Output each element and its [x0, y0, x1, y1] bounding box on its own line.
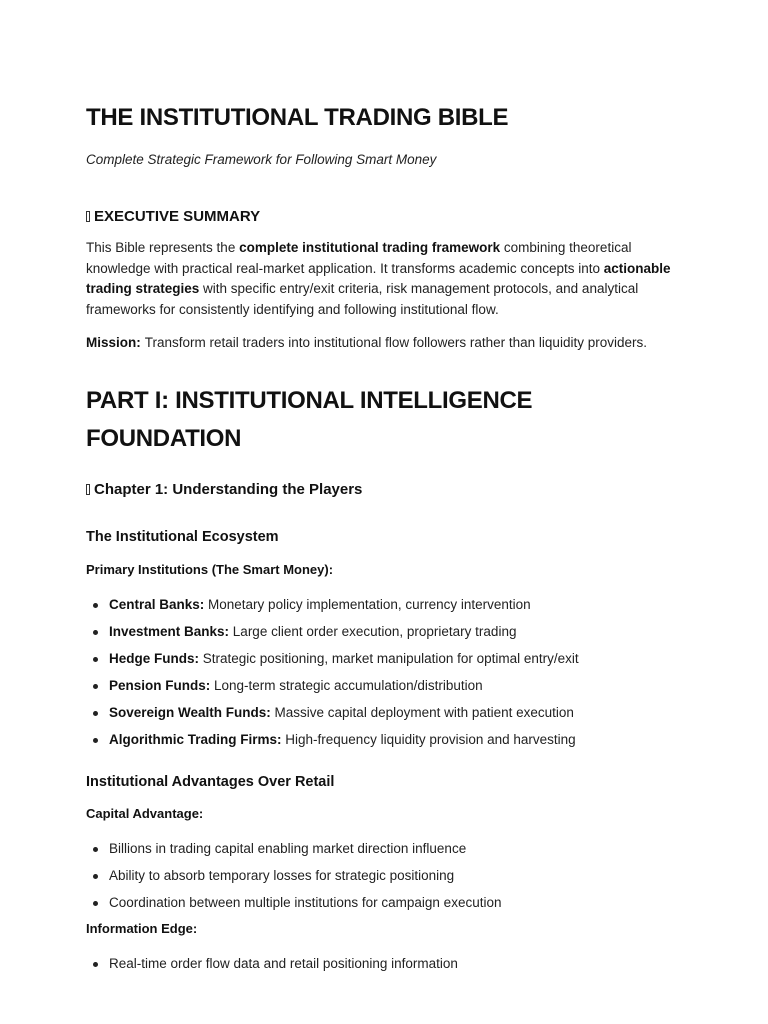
list-item — [86, 650, 579, 677]
list-item-term: Hedge Funds: — [109, 651, 199, 666]
list-item-text: Large client order execution, proprietary trading — [229, 624, 517, 639]
list-item — [86, 596, 579, 623]
list-item-term: Sovereign Wealth Funds: — [109, 705, 271, 720]
list-item-text: Massive capital deployment with patient execution — [270, 705, 574, 720]
document-subtitle: Complete Strategic Framework for Following Smart Money — [86, 152, 437, 167]
emoji-placeholder-icon — [86, 211, 90, 222]
information-edge-list — [86, 955, 458, 982]
list-item-text: Strategic positioning, market manipulation for optimal entry/exit — [199, 651, 579, 666]
capital-advantage-list — [86, 840, 501, 921]
list-item: Billions in trading capital enabling market direction influence — [86, 840, 501, 867]
paragraph-text: combining theoretical knowledge with practical real-market application. It transforms academic concepts into — [86, 240, 632, 276]
list-item — [86, 623, 579, 650]
list-item: Ability to absorb temporary losses for strategic positioning — [86, 867, 501, 894]
list-item — [86, 731, 579, 758]
primary-institutions-list — [86, 596, 579, 758]
primary-institutions-label: Primary Institutions (The Smart Money): — [86, 562, 334, 577]
information-edge-label: Information Edge: — [86, 921, 198, 936]
paragraph-bold-text: actionable trading strategies — [86, 260, 671, 296]
paragraph-text: This Bible represents the — [86, 240, 240, 255]
executive-summary-paragraph — [86, 238, 686, 320]
capital-advantage-label: Capital Advantage: — [86, 806, 204, 821]
mission-label: Mission: — [86, 335, 141, 350]
list-item — [86, 704, 579, 731]
list-item-term: Pension Funds: — [109, 678, 211, 693]
ecosystem-heading: The Institutional Ecosystem — [86, 529, 279, 545]
list-item: Real-time order flow data and retail positioning information — [86, 955, 458, 982]
mission-text: Transform retail traders into institutional flow followers rather than liquidity providers. — [144, 335, 647, 350]
list-item-text: High-frequency liquidity provision and harvesting — [281, 732, 576, 747]
emoji-placeholder-icon — [86, 484, 90, 495]
executive-summary-heading-text: EXECUTIVE SUMMARY — [94, 208, 261, 225]
paragraph-text: with specific entry/exit criteria, risk management protocols, and analytical frameworks for consistently identifying and following institutional flow. — [86, 281, 639, 317]
list-item-term: Investment Banks: — [109, 624, 230, 639]
list-item: Coordination between multiple institutions for campaign execution — [86, 894, 501, 921]
list-item-term: Algorithmic Trading Firms: — [109, 732, 282, 747]
list-item-text: Long-term strategic accumulation/distribution — [210, 678, 483, 693]
executive-summary-heading — [86, 208, 260, 225]
paragraph-bold-text: complete institutional trading framework — [239, 240, 501, 255]
part-1-heading: PART I: INSTITUTIONAL INTELLIGENCE FOUNDATION — [86, 387, 533, 452]
list-item-text: Monetary policy implementation, currency intervention — [204, 597, 531, 612]
advantages-heading: Institutional Advantages Over Retail — [86, 774, 335, 790]
document-title: THE INSTITUTIONAL TRADING BIBLE — [86, 104, 509, 131]
list-item — [86, 677, 579, 704]
chapter-1-heading — [86, 481, 362, 498]
chapter-1-heading-text: Chapter 1: Understanding the Players — [94, 481, 363, 498]
list-item-term: Central Banks: — [109, 597, 205, 612]
mission-statement — [86, 335, 647, 350]
